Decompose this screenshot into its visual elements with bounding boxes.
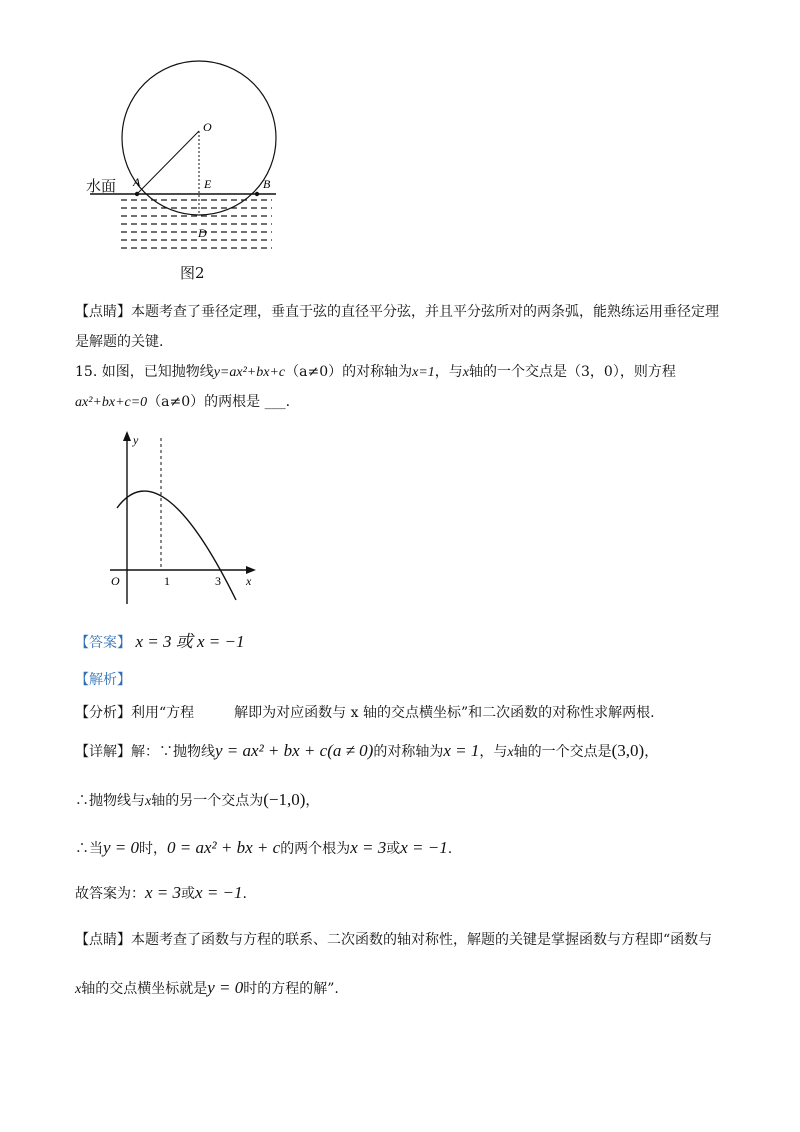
label-d: D <box>198 226 207 240</box>
circle-water-figure <box>80 60 300 260</box>
xiangjie-tag: 【详解】 <box>75 744 131 760</box>
label-origin: O <box>111 574 120 588</box>
parabola-equation: y=ax²+bx+c <box>213 365 286 380</box>
fenxi-tag: 【分析】 <box>75 705 131 721</box>
dianjing-line-1: 本题考查了垂径定理，垂直于弦的直径平分弦，并且平分弦所对的两条弧，能熟练运用垂径定理 <box>131 304 719 320</box>
point-b <box>255 192 259 196</box>
dianjing-paragraph-1-cont: 是解题的关键. <box>75 334 164 350</box>
radius-oa <box>137 131 199 194</box>
xiangjie-line-1: 【详解】解：∵抛物线y = ax² + bx + c(a ≠ 0)的对称轴为x = 1，与x轴的一个交点是(3,0)， <box>75 741 659 760</box>
quadratic-equation: ax²+bx+c=0 <box>75 395 148 410</box>
label-e: E <box>204 177 212 191</box>
fenxi-line: 【分析】利用“方程 解即为对应函数与 x 轴的交点横坐标”和二次函数的对称性求解两根. <box>75 705 655 721</box>
label-three: 3 <box>215 574 221 588</box>
axis-equation: x=1 <box>412 365 435 380</box>
dianjing-tag: 【点睛】 <box>75 932 131 948</box>
x-axis-arrow <box>246 566 256 574</box>
xiangjie-line-3: ∴当y = 0时，0 = ax² + bx + c的两个根为x = 3或x = −1. <box>75 838 453 857</box>
analysis-tag: 【解析】 <box>75 672 131 688</box>
dianjing-paragraph-2-cont: x轴的交点横坐标就是y = 0时的方程的解”. <box>75 978 339 997</box>
label-one: 1 <box>164 574 170 588</box>
answer-tag: 【答案】 <box>75 635 131 651</box>
water-label: 水面 <box>86 177 117 195</box>
answer-blank: ___. <box>264 394 291 410</box>
label-a: A <box>133 175 141 189</box>
dianjing-paragraph-1 <box>75 302 719 322</box>
label-y: y <box>133 433 139 447</box>
xiangjie-line-4: 故答案为：x = 3或x = −1. <box>75 883 247 902</box>
figure-caption: 图2 <box>180 264 205 282</box>
parabola-graph <box>100 428 270 608</box>
answer-line <box>75 632 244 653</box>
y-axis-arrow <box>123 431 131 441</box>
dianjing-paragraph-2: 【点睛】本题考查了函数与方程的联系、二次函数的轴对称性，解题的关键是掌握函数与方程即“函数与 <box>75 932 713 948</box>
answer-value: x = 3 或 x = −1 <box>135 632 245 651</box>
question-number: 15. <box>75 364 98 380</box>
point-a <box>135 192 139 196</box>
xiangjie-line-2: ∴抛物线与x轴的另一个交点为(−1,0)， <box>75 790 320 809</box>
water-body <box>118 196 272 252</box>
question-15-line-2: ax²+bx+c=0（a≠0）的两根是 ___. <box>75 394 291 410</box>
dianjing-tag: 【点睛】 <box>75 304 131 320</box>
question-15-line-1: 15. 如图，已知抛物线y=ax²+bx+c（a≠0）的对称轴为x=1，与x轴的一个交点是（3，0），则方程 <box>75 364 676 380</box>
label-o: O <box>203 120 212 134</box>
label-b: B <box>263 177 271 191</box>
label-x: x <box>246 574 252 588</box>
